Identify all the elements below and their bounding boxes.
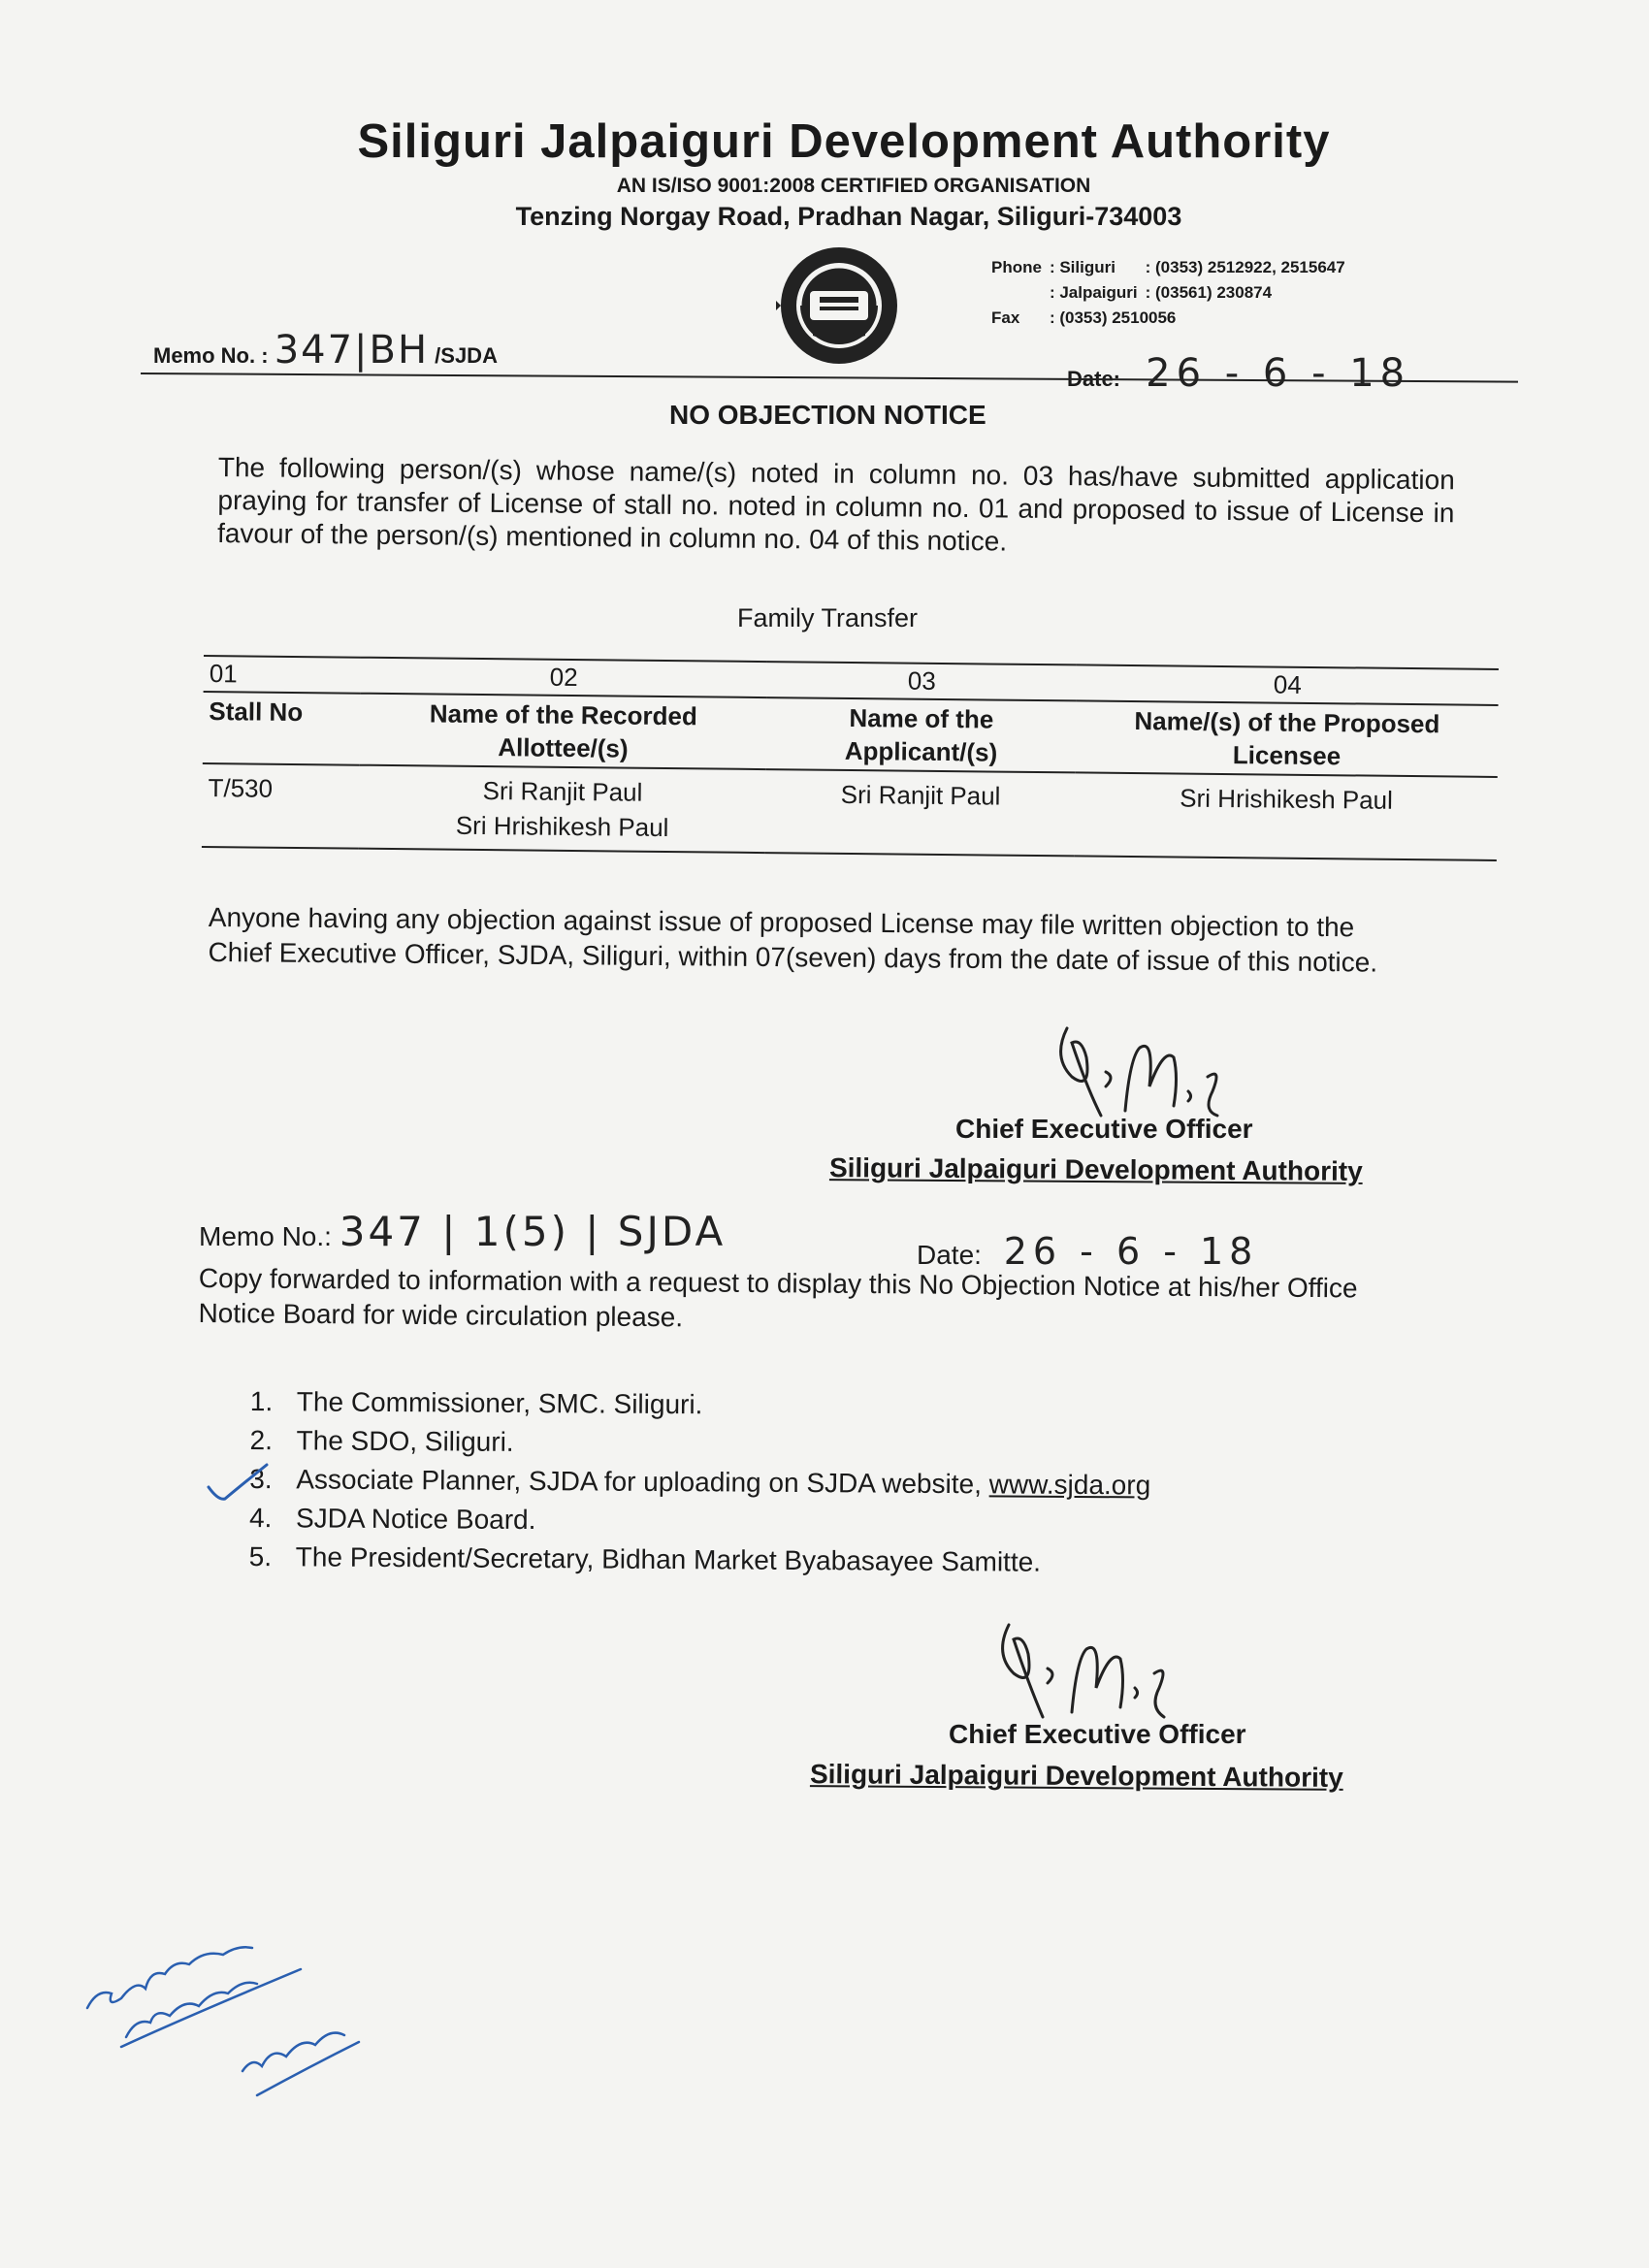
certification-line: AN IS/ISO 9001:2008 CERTIFIED ORGANISATION (616, 175, 1091, 197)
signature-2-mark (980, 1615, 1193, 1727)
col-number-04: 04 (1077, 664, 1499, 705)
memo-label: Memo No. : (153, 343, 269, 368)
signatory-title-2: Chief Executive Officer (949, 1719, 1246, 1749)
cell-proposed-licensee: Sri Hrishikesh Paul (1075, 772, 1498, 860)
header-applicant: Name of the Applicant/(s) (766, 697, 1077, 772)
contact-block (989, 254, 1353, 332)
siliguri-label: : Siliguri (1049, 258, 1116, 276)
header-recorded-allottee: Name of the Recorded Allottee/(s) (360, 694, 767, 769)
memo-suffix: /SJDA (435, 343, 498, 368)
forward-date-handwritten: 26 - 6 - 18 (1003, 1230, 1259, 1273)
cell-applicant: Sri Ranjit Paul (765, 769, 1076, 856)
list-item: 3. Associate Planner, SJDA for uploading on SJDA website, www.sjda.org (249, 1463, 1151, 1501)
org-address: Tenzing Norgay Road, Pradhan Nagar, Siliguri-734003 (515, 202, 1182, 231)
list-item: 2. The SDO, Siliguri. (249, 1424, 514, 1457)
list-item: 4. SJDA Notice Board. (248, 1502, 536, 1536)
table-row (202, 763, 1498, 860)
forward-memo-number (199, 1208, 726, 1255)
fax-label: Fax (991, 308, 1020, 327)
col-number-03: 03 (766, 662, 1077, 700)
transfer-type: Family Transfer (737, 603, 919, 632)
notice-intro: The following person/(s) whose name/(s) noted in column no. 03 has/have submitted application praying for transfer of License of stall no. noted in column no. 01 and proposed to issue of License in favour of the person/(s) mentioned in column no. 04 of this notice. (216, 451, 1455, 557)
header-proposed-licensee: Name/(s) of the Proposed Licensee (1076, 700, 1499, 777)
signatory-org-2: Siliguri Jalpaiguri Development Authority (809, 1759, 1343, 1793)
memo-number (153, 328, 498, 373)
blue-handwritten-note (68, 1901, 388, 2134)
list-item: 5. The President/Secretary, Bidhan Market Byabasayee Samitte. (248, 1540, 1042, 1577)
objection-text: Anyone having any objection against issue of proposed License may file written objection to the Chief Executive Officer, SJDA, Siliguri, within 07(seven) days from the date of issue of this notice. (208, 901, 1378, 978)
header-stall-no: Stall No (203, 692, 361, 765)
cell-stall-no: T/530 (202, 763, 360, 849)
notice-title: NO OBJECTION NOTICE (669, 400, 986, 430)
date-label: Date: (1067, 367, 1121, 391)
forward-date-label: Date: (917, 1240, 982, 1270)
forward-text: Copy forwarded to information with a request to display this No Objection Notice at his/her Office Notice Board for wide circulation please. (198, 1262, 1358, 1333)
forward-memo-label: Memo No.: (199, 1221, 332, 1251)
phone-label: Phone (991, 258, 1042, 276)
col-number-02: 02 (361, 658, 767, 697)
signatory-org-1: Siliguri Jalpaiguri Development Authority (828, 1152, 1363, 1186)
allottee-name-1: Sri Ranjit Paul (482, 776, 643, 807)
fax-number: : (0353) 2510056 (1049, 308, 1177, 327)
jalpaiguri-label: : Jalpaiguri (1049, 283, 1138, 302)
checkmark-icon (204, 1460, 272, 1508)
cell-recorded-allottee (359, 765, 766, 853)
forward-memo-handwritten: 347 | 1(5) | SJDA (339, 1208, 727, 1255)
allottee-name-2: Sri Hrishikesh Paul (455, 810, 669, 843)
date-handwritten: 26 - 6 - 18 (1146, 351, 1411, 396)
siliguri-phone: : (0353) 2512922, 2515647 (1145, 258, 1345, 276)
org-title: Siliguri Jalpaiguri Development Authority (357, 115, 1331, 168)
memo-handwritten: 347|BH (274, 328, 430, 373)
jalpaiguri-phone: : (03561) 230874 (1145, 283, 1273, 302)
list-item: 1. The Commissioner, SMC. Siliguri. (249, 1385, 703, 1420)
sjda-website-link[interactable]: www.sjda.org (988, 1469, 1151, 1501)
sjda-emblem-icon (776, 243, 902, 369)
forward-date (917, 1230, 1258, 1273)
issue-date (1067, 351, 1410, 396)
signatory-title-1: Chief Executive Officer (955, 1114, 1253, 1144)
stall-table (202, 655, 1499, 861)
signature-1-mark (1048, 1019, 1242, 1125)
recipient-list (249, 1382, 1317, 1584)
col-number-01: 01 (204, 656, 361, 694)
